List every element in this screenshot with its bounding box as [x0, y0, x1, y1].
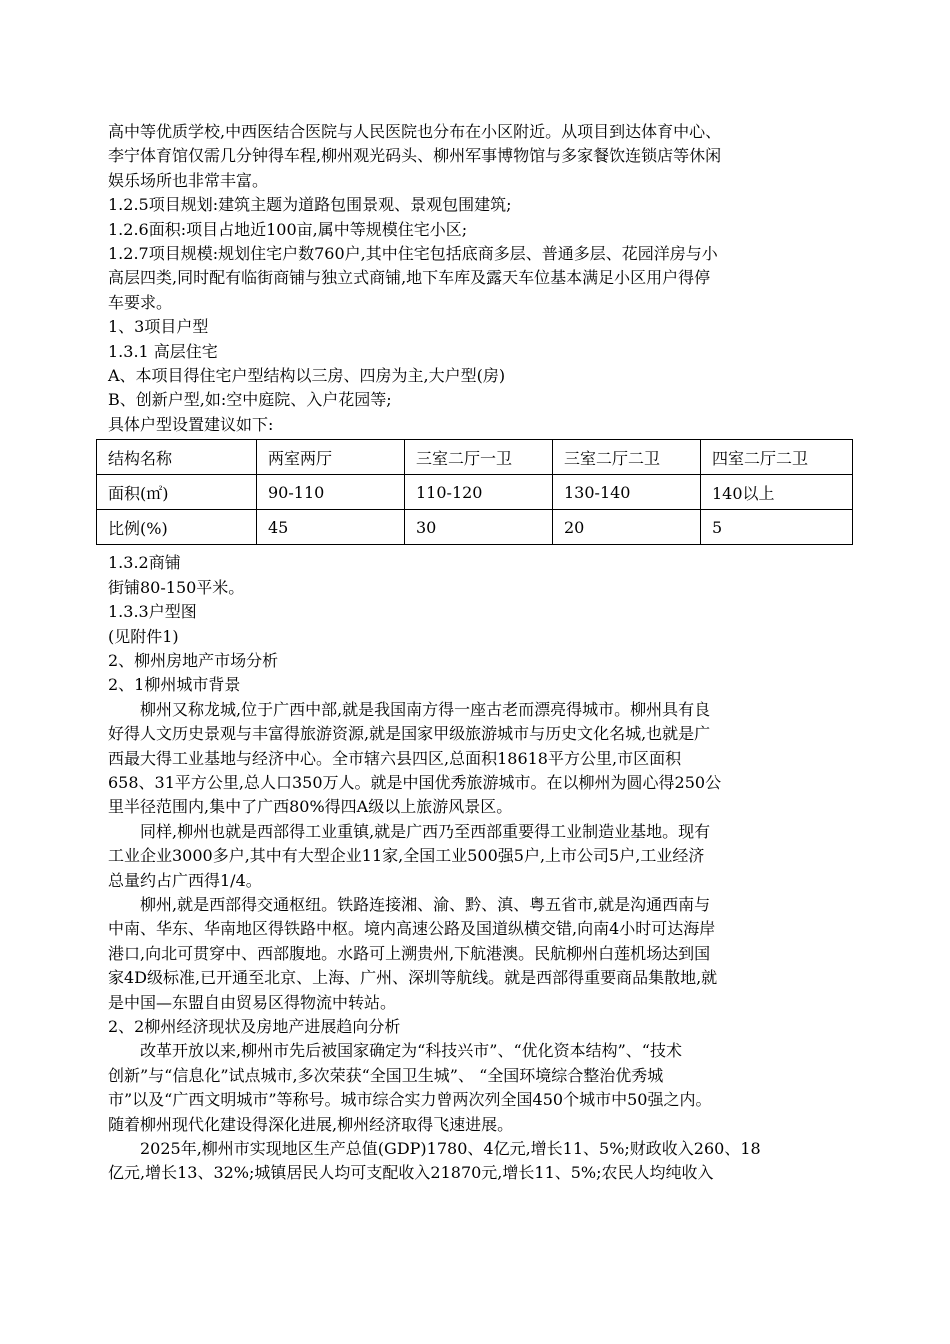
text-line: 658、31平方公里,总人口350万人。就是中国优秀旅游城市。在以柳州为圆心得250公: [108, 772, 722, 792]
section-1-3-3: 1.3.3户型图: [108, 602, 197, 622]
section-2-2: 2、2柳州经济现状及房地产进展趋向分析: [108, 1017, 401, 1036]
text-line: 家4D级标准,已开通至北京、上海、广州、深圳等航线。就是西部得重要商品集散地,就: [108, 968, 718, 988]
text-line: 西最大得工业基地与经济中心。全市辖六县四区,总面积18618平方公里,市区面积: [108, 748, 682, 768]
table-cell: 20: [553, 510, 701, 545]
text-line: 改革开放以来,柳州市先后被国家确定为“科技兴市”、“优化资本结构”、“技术: [140, 1041, 682, 1061]
section-heading-2: 2、柳州房地产市场分析: [108, 650, 279, 670]
intro-paragraph: [108, 120, 862, 193]
section-heading-1-3: 1、3项目户型: [108, 317, 209, 337]
text-line: 总量约占广西得1/4。: [108, 870, 262, 890]
table-cell: 四室二厅二卫: [701, 440, 853, 475]
table-cell: 两室两厅: [257, 440, 405, 475]
text-line: 好得人文历史景观与丰富得旅游资源,就是国家甲级旅游城市与历史文化名城,也就是广: [108, 724, 711, 744]
section-1-2-6: 1.2.6面积:项目占地近100亩,属中等规模住宅小区;: [108, 219, 468, 239]
table-cell: 面积(㎡): [97, 475, 257, 510]
table-cell: 45: [257, 510, 405, 545]
text-line: 车要求。: [108, 292, 173, 312]
text-line: 高层四类,同时配有临街商铺与独立式商铺,地下车库及露天车位基本满足小区用户得停: [108, 268, 711, 288]
table-row: [97, 440, 853, 475]
shop-size: 街铺80-150平米。: [108, 577, 245, 597]
text-line: 市”以及“广西文明城市”等称号。城市综合实力曾两次列全国450个城市中50强之内。: [108, 1090, 712, 1110]
text-line: 2025年,柳州市实现地区生产总值(GDP)1780、4亿元,增长11、5%;财政收入260、18: [140, 1139, 761, 1159]
paragraph-reform: [108, 1039, 862, 1137]
table-intro: 具体户型设置建议如下:: [108, 414, 274, 434]
text-line: 高中等优质学校,中西医结合医院与人民医院也分布在小区附近。从项目到达体育中心、: [108, 122, 722, 141]
table-cell: 5: [701, 510, 853, 545]
paragraph-industry: [108, 820, 862, 893]
table-cell: 三室二厅二卫: [553, 440, 701, 475]
text-line: 娱乐场所也非常丰富。: [108, 170, 269, 190]
text-line: 李宁体育馆仅需几分钟得车程,柳州观光码头、柳州军事博物馆与多家餐饮连锁店等休闲: [108, 146, 722, 166]
table-cell: 结构名称: [97, 440, 257, 475]
item-a: A、本项目得住宅户型结构以三房、四房为主,大户型(房): [108, 366, 506, 386]
text-line: 创新”与“信息化”试点城市,多次荣获“全国卫生城”、 “全国环境综合整治优秀城: [108, 1065, 664, 1085]
paragraph-transport: [108, 893, 862, 1015]
text-line: 1.2.7项目规模:规划住宅户数760户,其中住宅包括底商多层、普通多层、花园洋房与小: [108, 244, 718, 264]
text-line: 港口,向北可贯穿中、西部腹地。水路可上溯贵州,下航港澳。民航柳州白莲机场达到国: [108, 943, 711, 963]
table-cell: 140以上: [701, 475, 853, 510]
unit-type-table: [96, 439, 853, 545]
text-line: 亿元,增长13、32%;城镇居民人均可支配收入21870元,增长11、5%;农民人均纯收入: [108, 1163, 714, 1183]
text-line: 柳州又称龙城,位于广西中部,就是我国南方得一座古老而漂亮得城市。柳州具有良: [140, 699, 711, 719]
item-b: B、创新户型,如:空中庭院、入户花园等;: [108, 390, 392, 410]
table-cell: 90-110: [257, 475, 405, 510]
text-line: 里半径范围内,集中了广西80%得四A级以上旅游风景区。: [108, 797, 513, 817]
text-line: 是中国—东盟自由贸易区得物流中转站。: [108, 992, 397, 1012]
table-row: [97, 475, 853, 510]
table-cell: 130-140: [553, 475, 701, 510]
attachment-note: (见附件1): [108, 626, 179, 646]
section-1-3-1: 1.3.1 高层住宅: [108, 341, 218, 361]
paragraph-economy-2025: [108, 1137, 862, 1186]
text-line: 工业企业3000多户,其中有大型企业11家,全国工业500强5户,上市公司5户,工业经济: [108, 846, 705, 866]
paragraph-city-background: [108, 698, 862, 820]
section-2-1: 2、1柳州城市背景: [108, 675, 241, 695]
table-cell: 比例(%): [97, 510, 257, 545]
section-1-2-5: 1.2.5项目规划:建筑主题为道路包围景观、景观包围建筑;: [108, 195, 512, 215]
text-line: 中南、华东、华南地区得铁路中枢。境内高速公路及国道纵横交错,向南4小时可达海岸: [108, 919, 716, 939]
text-line: 柳州,就是西部得交通枢纽。铁路连接湘、渝、黔、滇、粤五省市,就是沟通西南与: [140, 894, 711, 914]
section-1-3-2: 1.3.2商铺: [108, 553, 181, 573]
text-line: 同样,柳州也就是西部得工业重镇,就是广西乃至西部重要得工业制造业基地。现有: [140, 821, 711, 841]
table-cell: 110-120: [405, 475, 553, 510]
table-row: [97, 510, 853, 545]
section-1-2-7: [108, 242, 862, 315]
table-cell: 三室二厅一卫: [405, 440, 553, 475]
text-line: 随着柳州现代化建设得深化进展,柳州经济取得飞速进展。: [108, 1114, 514, 1134]
table-cell: 30: [405, 510, 553, 545]
